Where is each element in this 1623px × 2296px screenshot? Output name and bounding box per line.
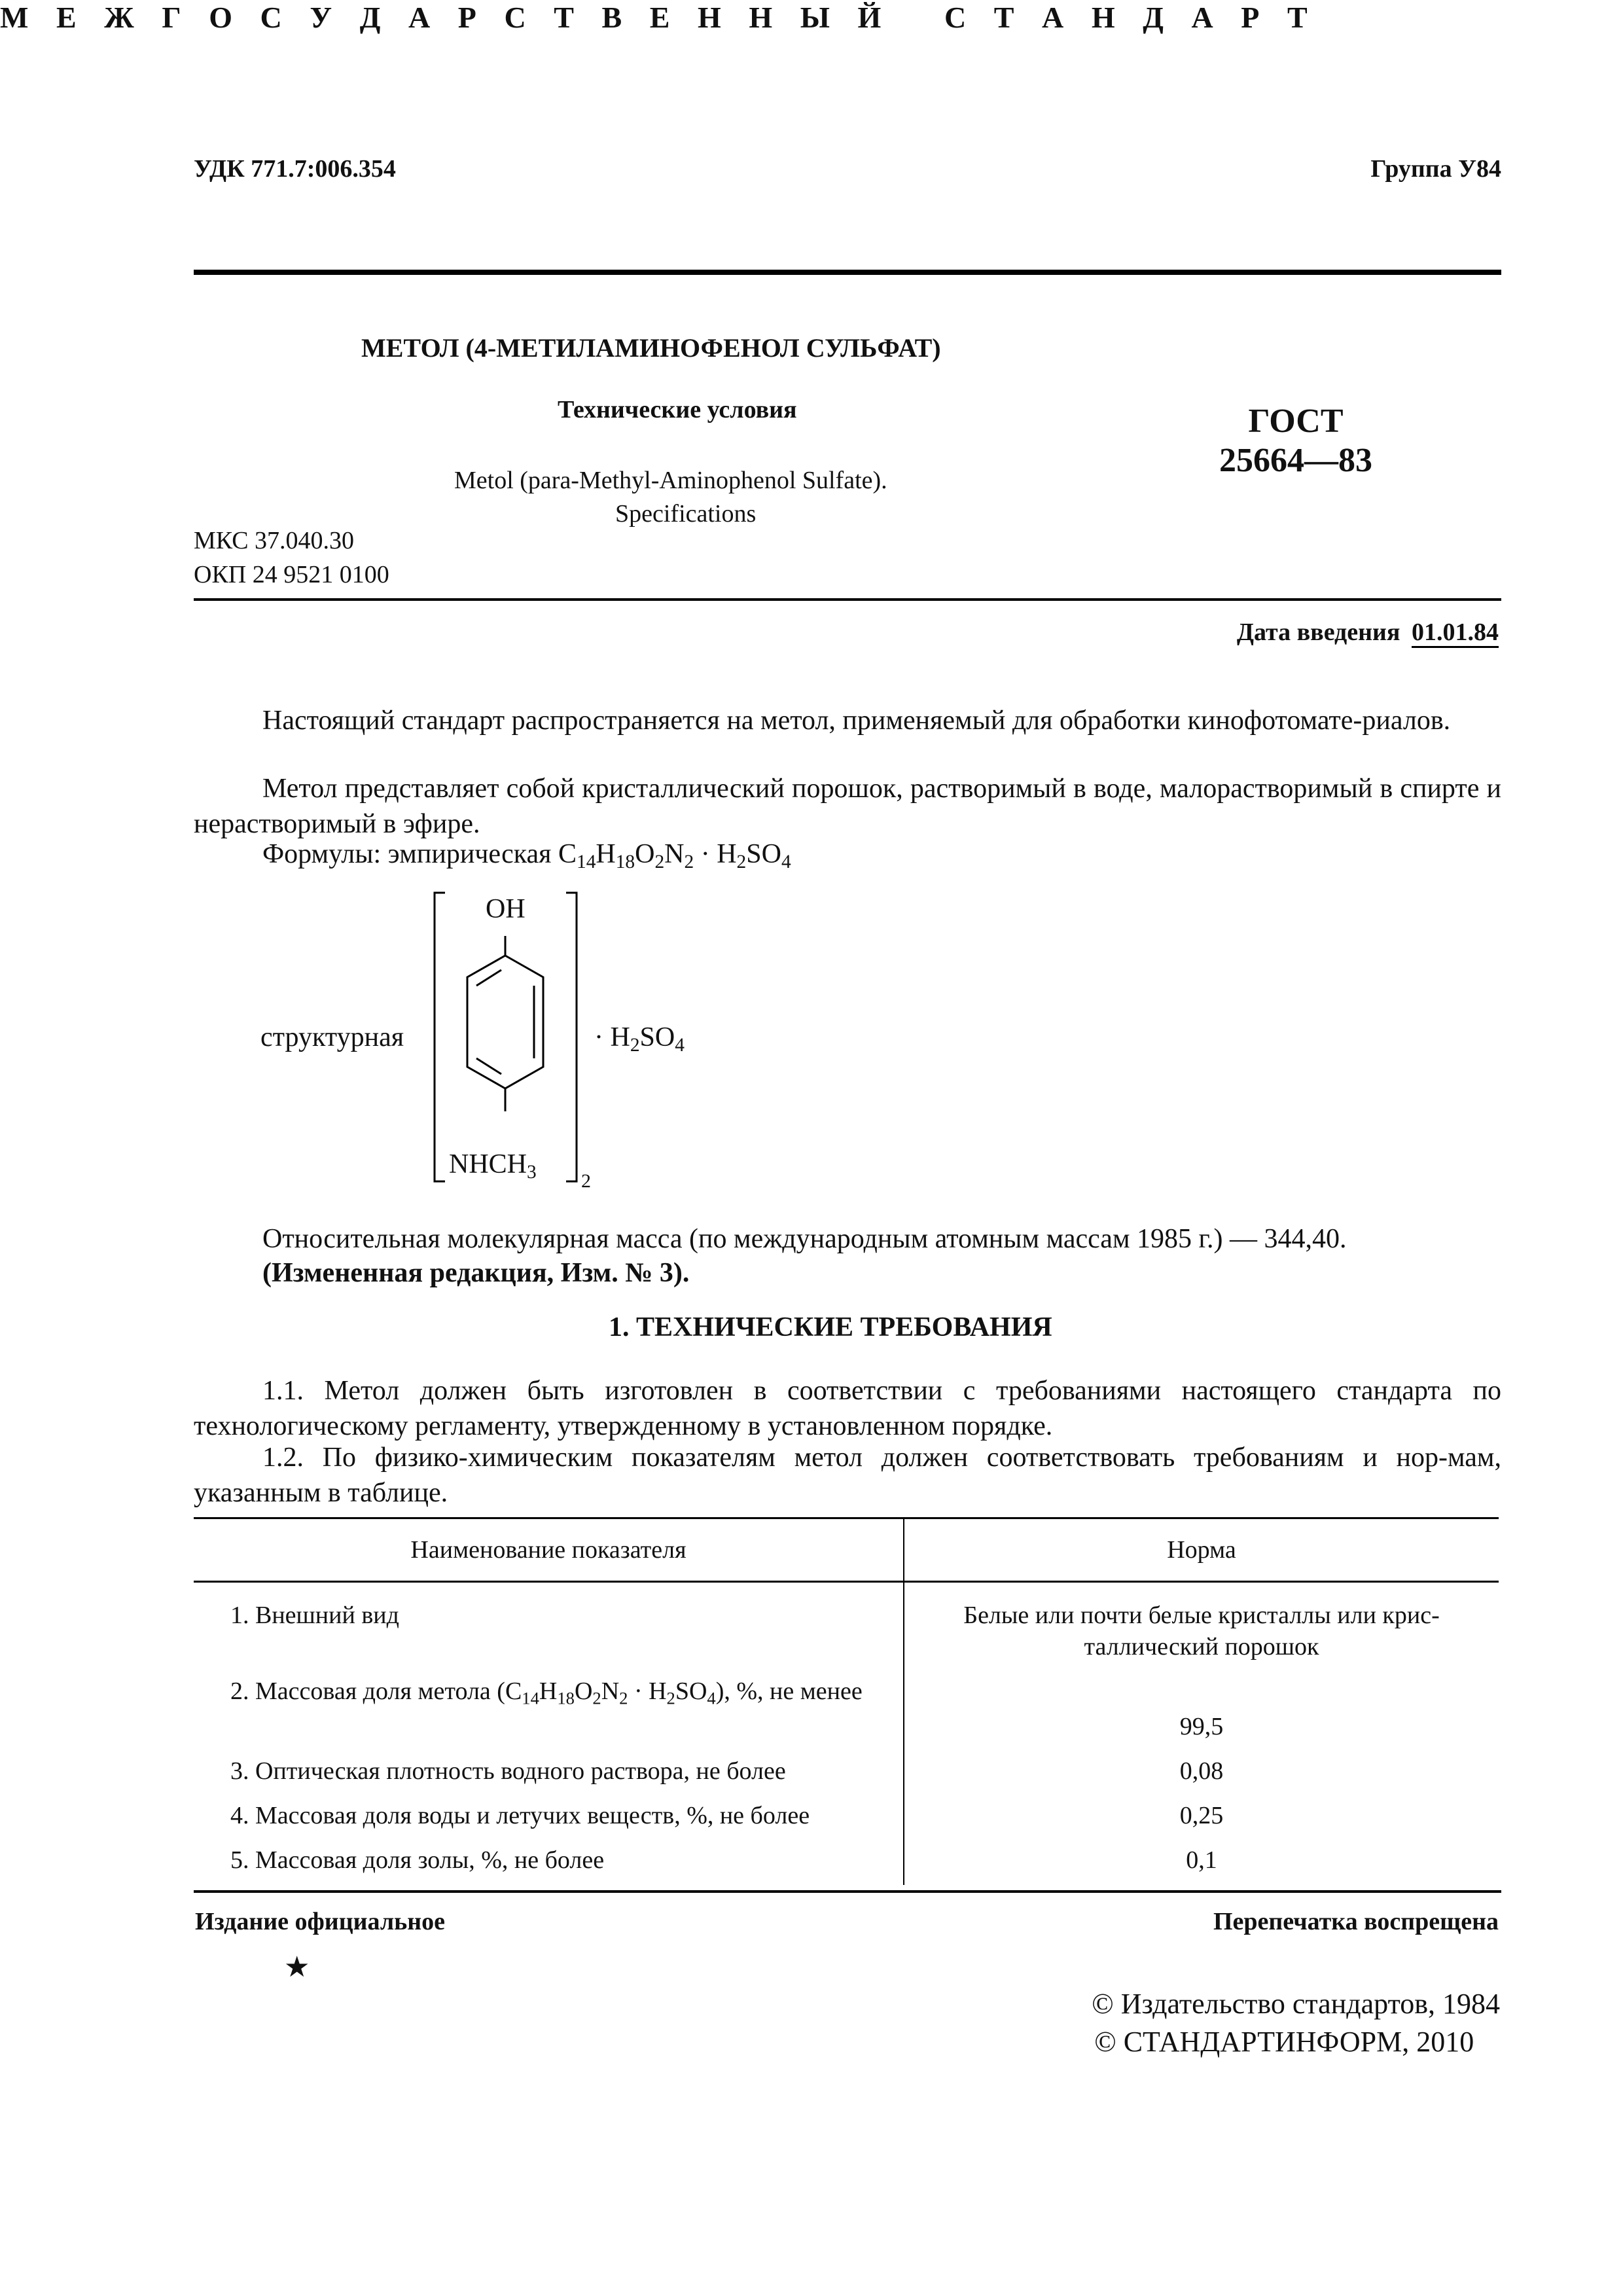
mks-code: МКС 37.040.30: [194, 527, 355, 554]
reprint-prohibited: Перепечатка воспрещена: [1213, 1908, 1499, 1935]
formula-label: Формулы: эмпирическая: [262, 839, 552, 869]
heading-letter: С: [504, 1, 526, 34]
heading-letter: Р: [457, 1, 476, 34]
table-cell-norm: [904, 1662, 1499, 1749]
official-edition: Издание официальное: [195, 1908, 446, 1935]
row-3-norm: 0,08: [1179, 1757, 1224, 1785]
heading-letter: С: [260, 1, 282, 34]
heading-letter: Г: [162, 1, 181, 34]
row-4-norm: 0,25: [1179, 1802, 1224, 1829]
paragraph-scope: Настоящий стандарт распространяется на метол, применяемый для обработки кинофотомате-риалов.: [262, 706, 1451, 736]
hydroxyl-group: OH: [486, 894, 526, 924]
classification-codes: [194, 524, 389, 592]
heading-letter: Т: [554, 1, 574, 34]
group-code: Группа У84: [1370, 155, 1501, 183]
paragraph-1-2: 1.2. По физико-химическим показателям метол должен соответствовать требованиям и нор-мам, указанным в таблице.: [194, 1443, 1501, 1508]
udk-code: УДК 771.7:006.354: [194, 155, 396, 183]
row-4-name: 4. Массовая доля воды и летучих веществ, %, не более: [230, 1802, 810, 1829]
gost-number: [1178, 402, 1414, 480]
table-cell-norm: [904, 1582, 1499, 1663]
section-heading: 1. ТЕХНИЧЕСКИЕ ТРЕБОВАНИЯ: [609, 1312, 1052, 1342]
heading-letter: М: [0, 1, 29, 34]
document-title: МЕТОЛ (4-МЕТИЛАМИНОФЕНОЛ СУЛЬФАТ): [361, 333, 941, 363]
empirical-formula-text: $C_{14}H_{18}O_2N_2 \cdot H_2SO_4$: [558, 839, 791, 873]
heading-letter: Н: [749, 1, 773, 34]
footer-rule: [194, 1890, 1501, 1893]
table-cell-name: [194, 1749, 904, 1793]
okp-code: ОКП 24 9521 0100: [194, 561, 389, 588]
benzene-ring-structure: [425, 890, 602, 1191]
heading-letter: Т: [1287, 1, 1308, 34]
header-rule: [194, 270, 1501, 275]
paragraph-1-1: 1.1. Метол должен быть изготовлен в соответствии с требованиями настоящего стандарта по технологическому регламенту, утвержденному в установленном порядке.: [194, 1376, 1501, 1441]
heading-letter: А: [1191, 1, 1213, 34]
amendment-note: (Измененная редакция, Изм. № 3).: [262, 1258, 690, 1288]
row-1-norm: Белые или почти белые кристаллы или крис-таллический порошок: [963, 1602, 1440, 1660]
heading-letter: О: [209, 1, 232, 34]
row-2-norm: 99,5: [1179, 1713, 1224, 1740]
table-cell-norm: [904, 1793, 1499, 1838]
heading-letter: Ы: [800, 1, 830, 34]
table-cell-name: [194, 1662, 904, 1749]
gost-code: 25664—83: [1219, 442, 1372, 479]
heading-letter: Ж: [104, 1, 134, 34]
bracket-subscript: 2: [581, 1170, 591, 1192]
sulfuric-acid-text: · H: [594, 1022, 630, 1052]
paragraph-description: Метол представляет собой кристаллический порошок, растворимый в воде, малорастворимый в спирте и нерастворимый в эфире.: [194, 774, 1501, 839]
heading-letter: С: [944, 1, 967, 34]
table-header-row: [194, 1518, 1499, 1582]
column-header-norm: Норма: [904, 1518, 1499, 1582]
table-cell-name: [194, 1838, 904, 1885]
introduction-date: [1237, 618, 1499, 647]
interstate-standard-heading: [0, 0, 1308, 35]
title-rule: [194, 598, 1501, 601]
table-cell-name: [194, 1793, 904, 1838]
row-2-name: 2. Массовая доля метола $(C_{14}H_{18}O_2N_2 \cdot H_2SO_4)$, %, не менее: [230, 1677, 863, 1708]
heading-letter: У: [310, 1, 332, 34]
methylamino-text: NHCH: [449, 1149, 527, 1179]
copyright-standartinform: © СТАНДАРТИНФОРМ, 2010: [1094, 2026, 1474, 2058]
table-row: [194, 1662, 1499, 1749]
heading-letter: Н: [1091, 1, 1115, 34]
heading-letter: Д: [359, 1, 381, 34]
heading-letter: А: [408, 1, 431, 34]
molecular-mass: Относительная молекулярная масса (по международным атомным массам 1985 г.) — 344,40.: [262, 1224, 1347, 1254]
document-subtitle: Технические условия: [558, 396, 797, 423]
gost-label: ГОСТ: [1248, 403, 1344, 440]
table-cell-name: [194, 1582, 904, 1663]
heading-letter: А: [1042, 1, 1064, 34]
table-row: [194, 1749, 1499, 1793]
heading-letter: Д: [1143, 1, 1164, 34]
table-row: [194, 1582, 1499, 1663]
heading-gap: [909, 0, 917, 35]
column-header-parameter: Наименование показателя: [194, 1518, 904, 1582]
sulfuric-acid: · $H_2SO_4$: [594, 1022, 685, 1056]
structural-label: структурная: [260, 1022, 404, 1052]
table-row: [194, 1838, 1499, 1885]
heading-letter: В: [601, 1, 622, 34]
heading-letter: Е: [56, 1, 77, 34]
heading-letter: Р: [1241, 1, 1260, 34]
table-row: [194, 1793, 1499, 1838]
star-icon: ★: [284, 1951, 310, 1983]
english-title-line2: Specifications: [615, 500, 757, 528]
heading-letter: Н: [698, 1, 721, 34]
heading-letter: Й: [857, 1, 882, 34]
methylamino-group: $NHCH_3$: [449, 1149, 537, 1183]
row-5-name: 5. Массовая доля золы, %, не более: [230, 1846, 605, 1874]
english-title-line1: Metol (para-Methyl-Aminophenol Sulfate).: [454, 467, 887, 494]
introduction-date-value: 01.01.84: [1412, 619, 1499, 648]
heading-letter: Т: [993, 1, 1014, 34]
requirements-table: [194, 1517, 1499, 1885]
row-1-name: 1. Внешний вид: [230, 1602, 399, 1629]
introduction-date-label: Дата введения: [1236, 619, 1400, 646]
empirical-formula: [262, 836, 791, 872]
copyright-block: [1092, 1985, 1500, 2061]
copyright-publisher: © Издательство стандартов, 1984: [1092, 1988, 1500, 2020]
heading-letter: Е: [649, 1, 670, 34]
row-5-norm: 0,1: [1186, 1846, 1217, 1874]
table-cell-norm: [904, 1749, 1499, 1793]
table-cell-norm: [904, 1838, 1499, 1885]
row-3-name: 3. Оптическая плотность водного раствора, не более: [230, 1757, 786, 1785]
